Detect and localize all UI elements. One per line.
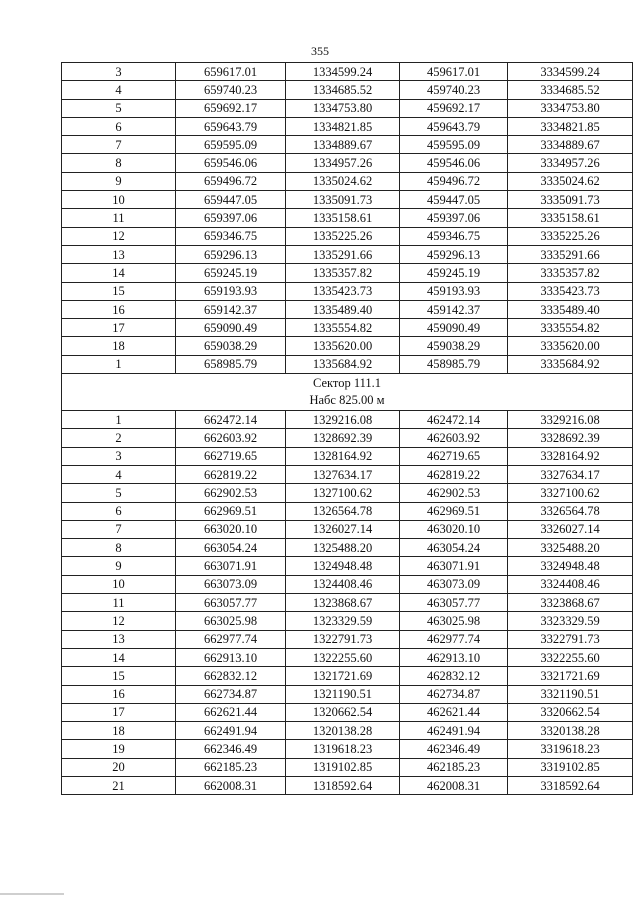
table-row [62,99,633,117]
table-row [62,502,633,520]
point-number-cell: 12 [62,227,176,245]
coordinate-cell: 662472.14 [176,411,286,429]
coordinate-cell: 459038.29 [400,337,508,355]
coordinate-cell: 1325488.20 [286,539,400,557]
coordinate-cell: 663054.24 [176,539,286,557]
coordinate-cell: 662832.12 [176,667,286,685]
coordinate-cell: 459142.37 [400,300,508,318]
table-row [62,136,633,154]
table-row [62,209,633,227]
coordinate-cell: 1328692.39 [286,429,400,447]
scan-edge-mark [0,893,64,895]
coordinate-cell: 3324948.48 [508,557,633,575]
coordinate-cell: 662603.92 [176,429,286,447]
coordinate-cell: 663057.77 [176,594,286,612]
coordinate-cell: 3335684.92 [508,355,633,373]
table-row [62,722,633,740]
coordinate-cell: 3323868.67 [508,594,633,612]
coordinate-cell: 1335024.62 [286,172,400,190]
coordinate-cell: 3327100.62 [508,484,633,502]
coordinate-cell: 3335620.00 [508,337,633,355]
coordinate-cell: 1327634.17 [286,465,400,483]
coordinate-cell: 3335225.26 [508,227,633,245]
coordinate-cell: 459643.79 [400,117,508,135]
point-number-cell: 3 [62,447,176,465]
coordinate-cell: 459546.06 [400,154,508,172]
coordinates-table-top-section [62,63,633,374]
coordinate-cell: 662734.87 [176,685,286,703]
point-number-cell: 13 [62,245,176,263]
coordinate-cell: 1334685.52 [286,81,400,99]
coordinate-cell: 1321190.51 [286,685,400,703]
coordinate-cell: 462819.22 [400,465,508,483]
coordinate-cell: 459090.49 [400,319,508,337]
coordinate-cell: 458985.79 [400,355,508,373]
coordinate-cell: 3334889.67 [508,136,633,154]
coordinate-cell: 659496.72 [176,172,286,190]
coordinate-cell: 463073.09 [400,575,508,593]
coordinate-cell: 662977.74 [176,630,286,648]
coordinate-cell: 659692.17 [176,99,286,117]
table-row [62,575,633,593]
coordinate-cell: 662346.49 [176,740,286,758]
coordinate-cell: 1335091.73 [286,191,400,209]
point-number-cell: 5 [62,484,176,502]
coordinate-cell: 662719.65 [176,447,286,465]
coordinate-cell: 462734.87 [400,685,508,703]
coordinate-cell: 3335489.40 [508,300,633,318]
point-number-cell: 6 [62,117,176,135]
table-row [62,758,633,776]
point-number-cell: 9 [62,557,176,575]
coordinate-cell: 659245.19 [176,264,286,282]
coordinate-cell: 1324408.46 [286,575,400,593]
point-number-cell: 4 [62,81,176,99]
coordinate-cell: 1323329.59 [286,612,400,630]
coordinate-cell: 1335158.61 [286,209,400,227]
coordinate-cell: 1335357.82 [286,264,400,282]
coordinate-cell: 3324408.46 [508,575,633,593]
point-number-cell: 7 [62,136,176,154]
coordinate-cell: 463054.24 [400,539,508,557]
table-row [62,703,633,721]
coordinate-cell: 1322791.73 [286,630,400,648]
table-row [62,300,633,318]
coordinate-cell: 459740.23 [400,81,508,99]
coordinate-cell: 3321190.51 [508,685,633,703]
coordinate-cell: 3321721.69 [508,667,633,685]
coordinate-cell: 659595.09 [176,136,286,154]
table-row [62,465,633,483]
coordinate-cell: 463025.98 [400,612,508,630]
coordinate-cell: 459692.17 [400,99,508,117]
coordinate-cell: 3335091.73 [508,191,633,209]
coordinate-cell: 3325488.20 [508,539,633,557]
coordinate-cell: 3334599.24 [508,63,633,81]
coordinate-cell: 3334821.85 [508,117,633,135]
coordinate-cell: 663073.09 [176,575,286,593]
coordinate-cell: 662185.23 [176,758,286,776]
point-number-cell: 14 [62,648,176,666]
coordinate-cell: 662491.94 [176,722,286,740]
coordinate-cell: 1322255.60 [286,648,400,666]
coordinate-cell: 3334685.52 [508,81,633,99]
coordinate-cell: 1335489.40 [286,300,400,318]
coordinate-cell: 3326027.14 [508,520,633,538]
coordinate-cell: 659643.79 [176,117,286,135]
point-number-cell: 8 [62,539,176,557]
table-row [62,648,633,666]
coordinate-cell: 459617.01 [400,63,508,81]
point-number-cell: 15 [62,667,176,685]
coordinate-cell: 659617.01 [176,63,286,81]
coordinate-cell: 1323868.67 [286,594,400,612]
coordinate-cell: 463057.77 [400,594,508,612]
coordinate-cell: 459346.75 [400,227,508,245]
coordinate-cell: 659038.29 [176,337,286,355]
coordinate-cell: 1335291.66 [286,245,400,263]
coordinate-cell: 462472.14 [400,411,508,429]
coordinate-cell: 662819.22 [176,465,286,483]
point-number-cell: 16 [62,685,176,703]
point-number-cell: 9 [62,172,176,190]
coordinate-cell: 1334821.85 [286,117,400,135]
coordinate-cell: 1335684.92 [286,355,400,373]
table-row [62,172,633,190]
table-row [62,117,633,135]
coordinate-cell: 659193.93 [176,282,286,300]
coordinate-cell: 1319102.85 [286,758,400,776]
point-number-cell: 2 [62,429,176,447]
coordinates-table-bottom-section [62,411,633,795]
coordinate-cell: 659346.75 [176,227,286,245]
point-number-cell: 11 [62,209,176,227]
table-row [62,355,633,373]
page-number: 355 [311,44,329,58]
table-row [62,630,633,648]
coordinate-cell: 462832.12 [400,667,508,685]
table-row [62,81,633,99]
coordinate-cell: 1321721.69 [286,667,400,685]
table-row [62,539,633,557]
table-row [62,740,633,758]
point-number-cell: 1 [62,355,176,373]
coordinate-cell: 1334957.26 [286,154,400,172]
coordinate-cell: 3318592.64 [508,776,633,794]
coordinate-cell: 1334753.80 [286,99,400,117]
point-number-cell: 18 [62,722,176,740]
coordinate-cell: 462491.94 [400,722,508,740]
coordinate-cell: 1326027.14 [286,520,400,538]
coordinate-cell: 459496.72 [400,172,508,190]
coordinate-cell: 3335357.82 [508,264,633,282]
point-number-cell: 20 [62,758,176,776]
coordinate-cell: 663025.98 [176,612,286,630]
point-number-cell: 10 [62,191,176,209]
coordinate-cell: 462185.23 [400,758,508,776]
point-number-cell: 11 [62,594,176,612]
coordinate-cell: 1327100.62 [286,484,400,502]
coordinate-cell: 3335291.66 [508,245,633,263]
coordinate-cell: 1326564.78 [286,502,400,520]
point-number-cell: 12 [62,612,176,630]
coordinate-cell: 1328164.92 [286,447,400,465]
point-number-cell: 18 [62,337,176,355]
coordinate-cell: 662902.53 [176,484,286,502]
point-number-cell: 14 [62,264,176,282]
coordinate-cell: 658985.79 [176,355,286,373]
coordinate-cell: 462621.44 [400,703,508,721]
coordinate-cell: 3329216.08 [508,411,633,429]
coordinate-cell: 659546.06 [176,154,286,172]
coordinate-cell: 3323329.59 [508,612,633,630]
table-row [62,776,633,794]
coordinate-cell: 1319618.23 [286,740,400,758]
table-row [62,429,633,447]
sector-header-row [62,374,633,411]
coordinate-cell: 462913.10 [400,648,508,666]
sector-subtitle: Набс 825.00 м [309,393,385,408]
table-row [62,264,633,282]
coordinate-cell: 459245.19 [400,264,508,282]
table-row [62,282,633,300]
coordinate-cell: 462719.65 [400,447,508,465]
point-number-cell: 16 [62,300,176,318]
coordinate-cell: 1334599.24 [286,63,400,81]
table-row [62,191,633,209]
coordinate-cell: 463020.10 [400,520,508,538]
coordinate-cell: 663071.91 [176,557,286,575]
coordinate-cell: 1335225.26 [286,227,400,245]
point-number-cell: 3 [62,63,176,81]
coordinate-cell: 462902.53 [400,484,508,502]
sector-title: Сектор 111.1 [312,376,382,391]
table-row [62,612,633,630]
coordinate-cell: 3320138.28 [508,722,633,740]
coordinate-cell: 1318592.64 [286,776,400,794]
coordinate-cell: 3319618.23 [508,740,633,758]
coordinate-cell: 662621.44 [176,703,286,721]
coordinate-cell: 3335024.62 [508,172,633,190]
coordinate-cell: 3327634.17 [508,465,633,483]
table-row [62,520,633,538]
coordinate-cell: 459193.93 [400,282,508,300]
table-row [62,245,633,263]
coordinate-cell: 663020.10 [176,520,286,538]
point-number-cell: 15 [62,282,176,300]
sector-header-cell [62,374,633,411]
point-number-cell: 6 [62,502,176,520]
coordinate-cell: 1329216.08 [286,411,400,429]
coordinate-cell: 659447.05 [176,191,286,209]
coordinate-cell: 3328164.92 [508,447,633,465]
point-number-cell: 21 [62,776,176,794]
coordinate-cell: 3319102.85 [508,758,633,776]
coordinate-cell: 662913.10 [176,648,286,666]
point-number-cell: 19 [62,740,176,758]
table-row [62,227,633,245]
coordinate-cell: 662008.31 [176,776,286,794]
point-number-cell: 8 [62,154,176,172]
table-row [62,319,633,337]
coordinate-cell: 1320138.28 [286,722,400,740]
point-number-cell: 10 [62,575,176,593]
coordinate-cell: 462977.74 [400,630,508,648]
table-row [62,154,633,172]
table-row [62,685,633,703]
coordinate-cell: 659740.23 [176,81,286,99]
coordinate-cell: 1320662.54 [286,703,400,721]
coordinate-cell: 459447.05 [400,191,508,209]
coordinate-cell: 462008.31 [400,776,508,794]
point-number-cell: 17 [62,319,176,337]
coordinate-cell: 3335158.61 [508,209,633,227]
coordinate-cell: 462969.51 [400,502,508,520]
table-row [62,667,633,685]
coordinate-cell: 1335423.73 [286,282,400,300]
table-row [62,484,633,502]
coordinate-cell: 3335554.82 [508,319,633,337]
coordinate-cell: 459595.09 [400,136,508,154]
coordinate-cell: 462346.49 [400,740,508,758]
point-number-cell: 5 [62,99,176,117]
table-row [62,557,633,575]
coordinate-cell: 3320662.54 [508,703,633,721]
table-row [62,447,633,465]
coordinate-cell: 1334889.67 [286,136,400,154]
coordinate-cell: 659142.37 [176,300,286,318]
coordinate-cell: 1335554.82 [286,319,400,337]
point-number-cell: 1 [62,411,176,429]
coordinate-cell: 3335423.73 [508,282,633,300]
coordinate-cell: 463071.91 [400,557,508,575]
coordinate-cell: 662969.51 [176,502,286,520]
table-row [62,63,633,81]
coordinate-cell: 459296.13 [400,245,508,263]
coordinates-table [61,62,633,795]
coordinate-cell: 3326564.78 [508,502,633,520]
coordinate-cell: 659090.49 [176,319,286,337]
coordinate-cell: 3322791.73 [508,630,633,648]
coordinate-cell: 459397.06 [400,209,508,227]
sector-header-section [62,374,633,411]
coordinate-cell: 3322255.60 [508,648,633,666]
point-number-cell: 17 [62,703,176,721]
coordinate-cell: 3334753.80 [508,99,633,117]
point-number-cell: 7 [62,520,176,538]
coordinate-cell: 3328692.39 [508,429,633,447]
point-number-cell: 4 [62,465,176,483]
coordinate-cell: 659397.06 [176,209,286,227]
coordinate-cell: 1324948.48 [286,557,400,575]
point-number-cell: 13 [62,630,176,648]
coordinate-cell: 659296.13 [176,245,286,263]
coordinate-cell: 462603.92 [400,429,508,447]
table-row [62,337,633,355]
table-row [62,594,633,612]
coordinate-cell: 1335620.00 [286,337,400,355]
coordinate-cell: 3334957.26 [508,154,633,172]
table-row [62,411,633,429]
